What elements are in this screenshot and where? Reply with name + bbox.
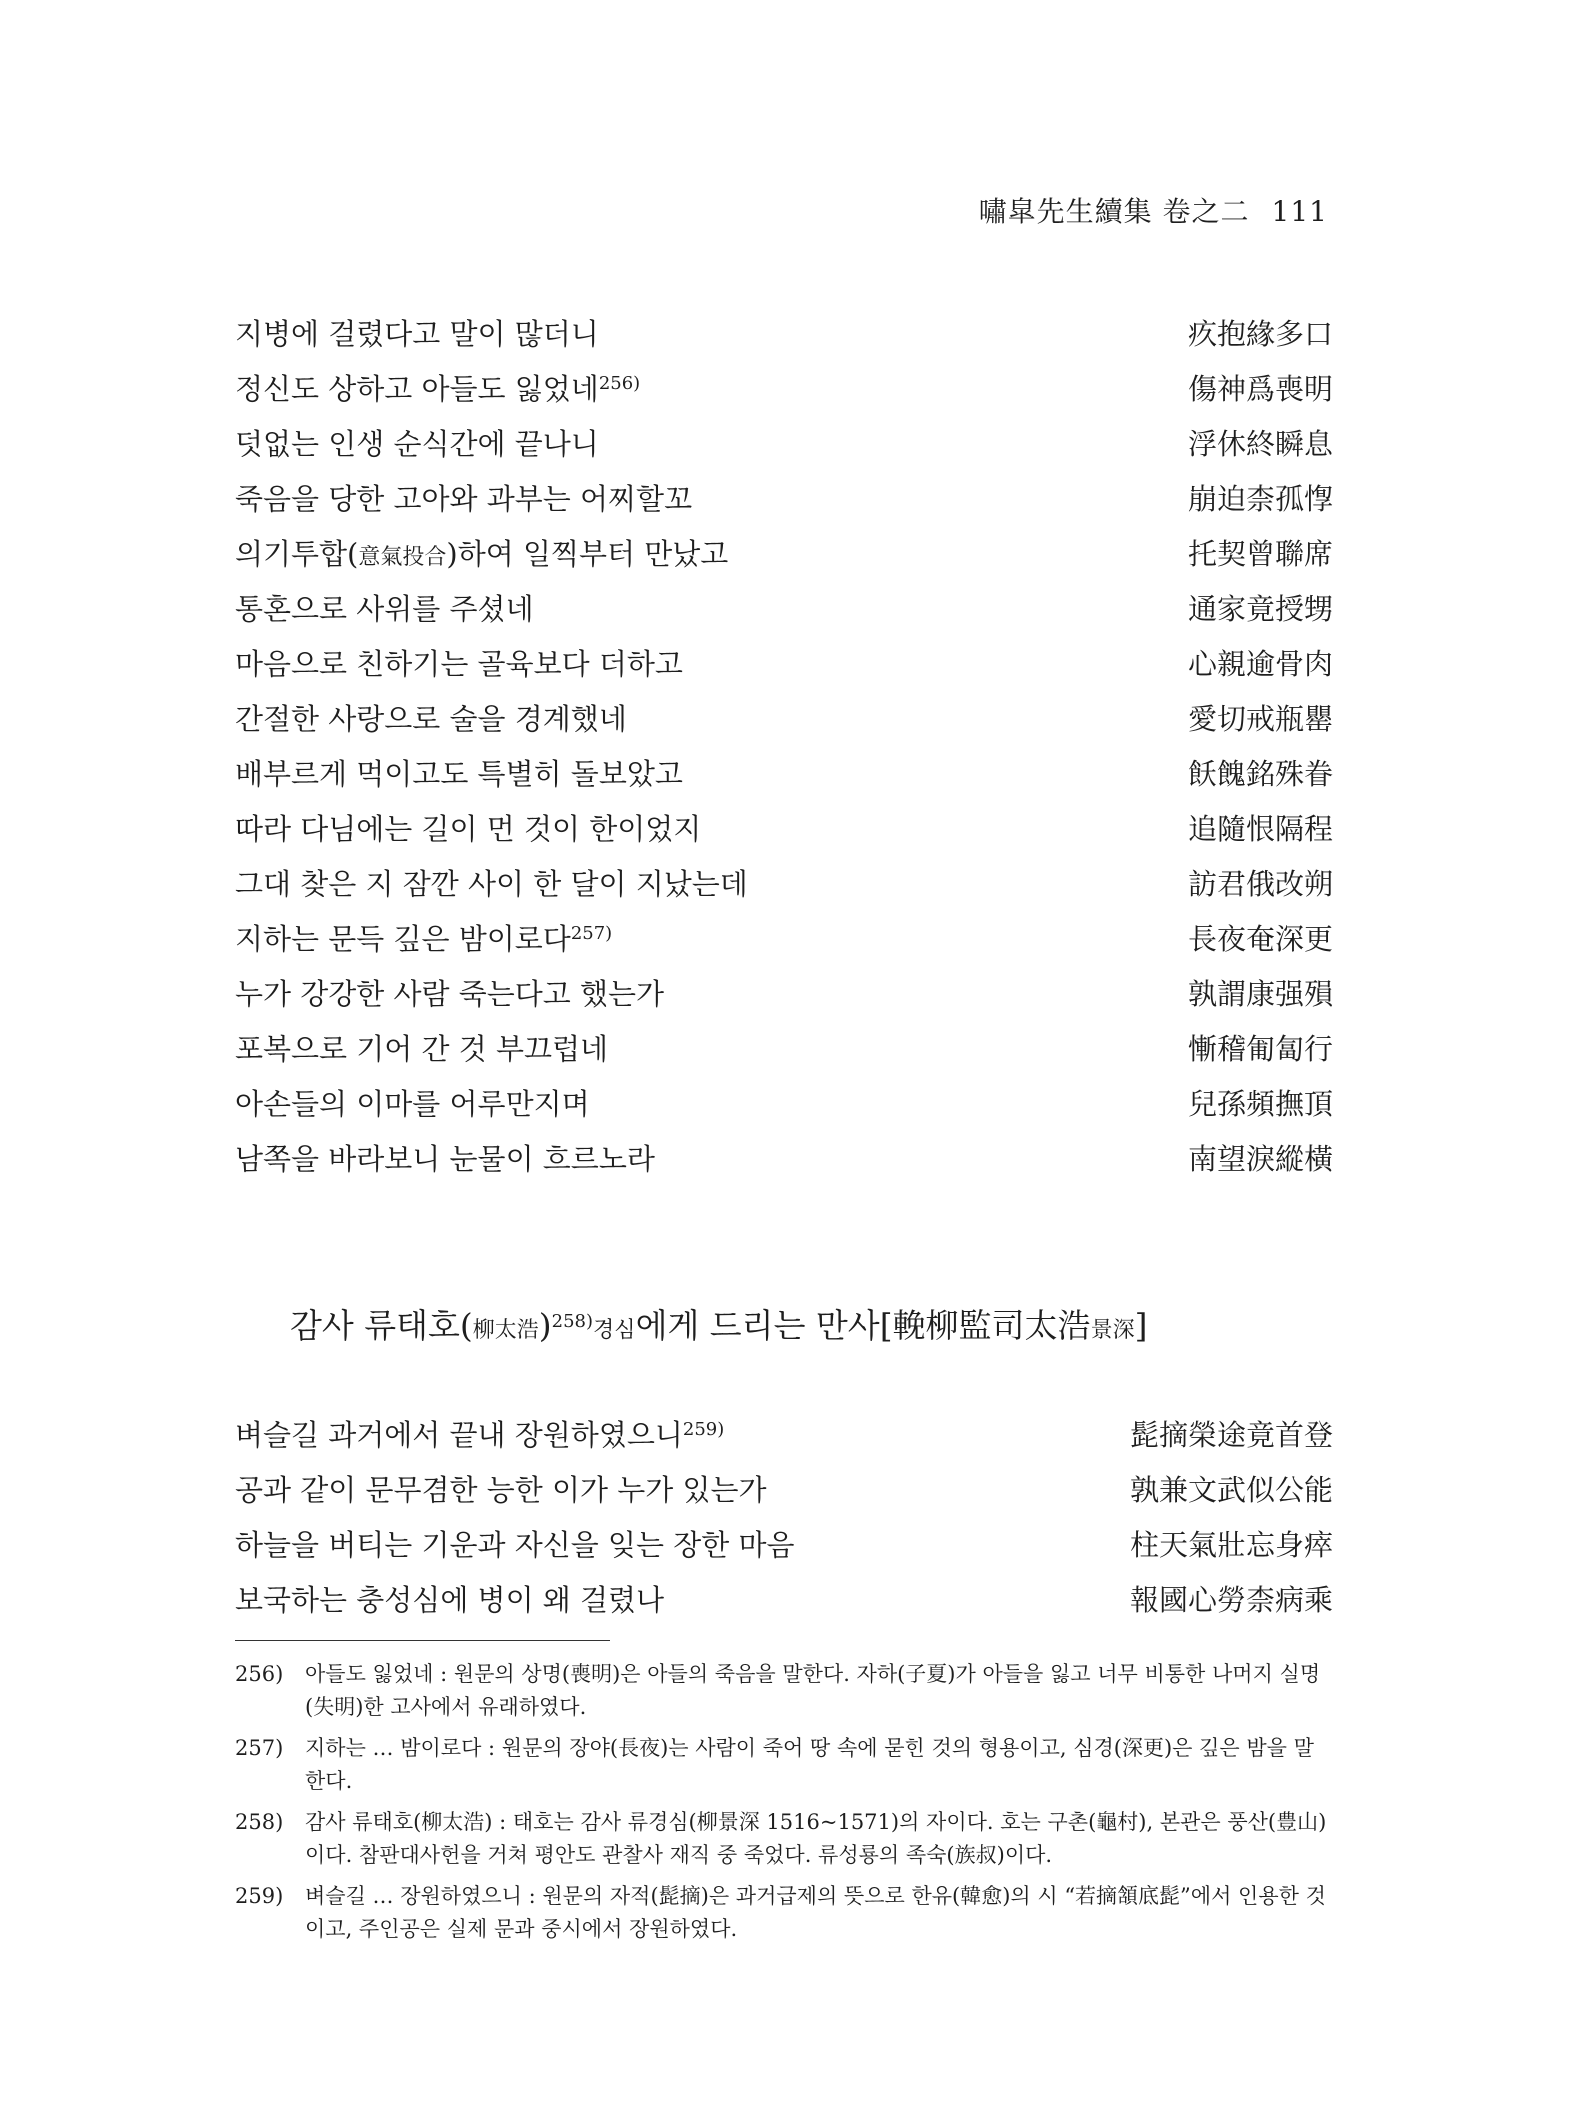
poem-2 (235, 1406, 1333, 1626)
poem-line (235, 1020, 1333, 1075)
book-title: 嘯皐先生續集 卷之二 (978, 195, 1250, 228)
hanja-line: 傷神爲喪明 (1187, 372, 1333, 406)
poem-line (235, 1571, 1333, 1626)
poem-line (235, 910, 1333, 965)
korean-line: 따라 다님에는 길이 먼 것이 한이었지 (235, 812, 702, 846)
hanja-line: 心親逾骨肉 (1187, 647, 1333, 681)
footnote (235, 1806, 1333, 1872)
hanja-line: 柱天氣壯忘身瘁 (1129, 1528, 1333, 1562)
poem-line (235, 1075, 1333, 1130)
footnote-ref: 259) (682, 1419, 725, 1440)
footnote-text: 감사 류태호(柳太浩) : 태호는 감사 류경심(柳景深 1516~1571)의 자이다. 호는 구촌(龜村), 본관은 풍산(豊山)이다. 참판대사헌을 거쳐 평안도 관찰사 재직 중 죽었다. 류성룡의 족숙(族叔)이다. (305, 1810, 1327, 1867)
footnote-ref: 257) (570, 923, 613, 944)
footnote (235, 1658, 1333, 1724)
korean-line: 누가 강강한 사람 죽는다고 했는가 (235, 977, 665, 1011)
poem-line (235, 745, 1333, 800)
korean-line: 정신도 상하고 아들도 잃었네$^{256)}$ (235, 372, 641, 406)
page-number: 111 (1271, 195, 1328, 228)
hanja-line: 孰謂康强殞 (1187, 977, 1333, 1011)
korean-line: 공과 같이 문무겸한 능한 이가 누가 있는가 (235, 1473, 767, 1507)
hanja-line: 南望淚縱橫 (1187, 1142, 1333, 1176)
hanja-name: 柳太浩 (472, 1318, 539, 1343)
footnote (235, 1880, 1333, 1946)
courtesy-name: 경심 (593, 1318, 636, 1343)
poem-line (235, 580, 1333, 635)
poem-1 (235, 305, 1333, 1185)
footnote-text: 지하는 … 밤이로다 : 원문의 장야(長夜)는 사람이 죽어 땅 속에 묻힌 것의 형용이고, 심경(深更)은 깊은 밤을 말한다. (305, 1736, 1314, 1793)
hanja-line: 通家竟授甥 (1187, 592, 1333, 626)
korean-line: 마음으로 친하기는 골육보다 더하고 (235, 647, 683, 681)
hanja-line: 追隨恨隔程 (1187, 812, 1333, 846)
korean-line: 통혼으로 사위를 주셨네 (235, 592, 534, 626)
footnote-number: 256) (235, 1662, 284, 1686)
korean-line: 하늘을 버티는 기운과 자신을 잊는 장한 마음 (235, 1528, 795, 1562)
hanja-line: 孰兼文武似公能 (1129, 1473, 1333, 1507)
running-header (979, 190, 1328, 230)
footnotes (235, 1658, 1333, 1954)
hanja-line: 愛切戒瓶罌 (1187, 702, 1333, 736)
korean-line: 지하는 문득 깊은 밤이로다$^{257)}$ (235, 922, 613, 956)
korean-line: 보국하는 충성심에 병이 왜 걸렸나 (235, 1583, 665, 1617)
hanja-line: 長夜奄深更 (1187, 922, 1333, 956)
hanja-line: 髭摘榮途竟首登 (1129, 1418, 1333, 1452)
hanja-line: 兒孫頻撫頂 (1187, 1087, 1333, 1121)
hanja-line: 托契曾聯席 (1187, 537, 1333, 571)
footnote-text: 벼슬길 … 장원하였으니 : 원문의 자적(髭摘)은 과거급제의 뜻으로 한유(韓愈)의 시 “若摘頷底髭”에서 인용한 것이고, 주인공은 실제 문과 중시에서 장원하였다. (305, 1884, 1326, 1941)
hanja-line: 訪君俄改朔 (1187, 867, 1333, 901)
footnote-number: 257) (235, 1736, 284, 1760)
korean-line: 벼슬길 과거에서 끝내 장원하였으니$^{259)}$ (235, 1418, 725, 1452)
footnote-ref: 256) (598, 373, 641, 394)
poem-line (235, 965, 1333, 1020)
korean-line: 배부르게 먹이고도 특별히 돌보았고 (235, 757, 683, 791)
hanja-line: 浮休終瞬息 (1187, 427, 1333, 461)
poem-line (235, 855, 1333, 910)
korean-line: 남쪽을 바라보니 눈물이 흐르노라 (235, 1142, 655, 1176)
hanja-line: 報國心勞柰病乘 (1129, 1583, 1333, 1617)
poem-line (235, 305, 1333, 360)
poem-line (235, 360, 1333, 415)
poem-line (235, 1406, 1333, 1461)
poem-line (235, 690, 1333, 745)
footnote-number: 259) (235, 1884, 284, 1908)
korean-line: 덧없는 인생 순식간에 끝나니 (235, 427, 599, 461)
poem-line (235, 800, 1333, 855)
hanja-line: 飫餽銘殊眷 (1187, 757, 1333, 791)
hanja-line: 慚稽匍匐行 (1187, 1032, 1333, 1066)
hanja-line: 崩迫柰孤惸 (1187, 482, 1333, 516)
korean-line: 의기투합(意氣投合)하여 일찍부터 만났고 (235, 537, 729, 571)
poem-line (235, 635, 1333, 690)
hanja-line: 疚抱緣多口 (1187, 317, 1333, 351)
korean-line: 죽음을 당한 고아와 과부는 어찌할꼬 (235, 482, 693, 516)
poem-line (235, 470, 1333, 525)
poem-line (235, 525, 1333, 580)
hanja-gloss: 意氣投合 (358, 545, 447, 570)
korean-line: 아손들의 이마를 어루만지며 (235, 1087, 590, 1121)
poem-line (235, 1516, 1333, 1571)
footnote (235, 1732, 1333, 1798)
korean-line: 간절한 사랑으로 술을 경계했네 (235, 702, 627, 736)
poem-line (235, 415, 1333, 470)
footnote-ref: 258) (551, 1311, 594, 1332)
korean-line: 포복으로 기어 간 것 부끄럽네 (235, 1032, 609, 1066)
footnote-text: 아들도 잃었네 : 원문의 상명(喪明)은 아들의 죽음을 말한다. 자하(子夏)가 아들을 잃고 너무 비통한 나머지 실명(失明)한 고사에서 유래하였다. (305, 1662, 1321, 1719)
poem-line (235, 1130, 1333, 1185)
footnote-divider (235, 1640, 610, 1641)
small-hanja: 景深 (1090, 1318, 1135, 1343)
korean-line: 그대 찾은 지 잠깐 사이 한 달이 지났는데 (235, 867, 748, 901)
korean-line: 지병에 걸렸다고 말이 많더니 (235, 317, 599, 351)
poem-2-title: 감사 류태호(柳太浩)$^{258)}$경심에게 드리는 만사[輓柳監司太浩景深] (290, 1306, 1148, 1345)
poem-line (235, 1461, 1333, 1516)
footnote-number: 258) (235, 1810, 284, 1834)
